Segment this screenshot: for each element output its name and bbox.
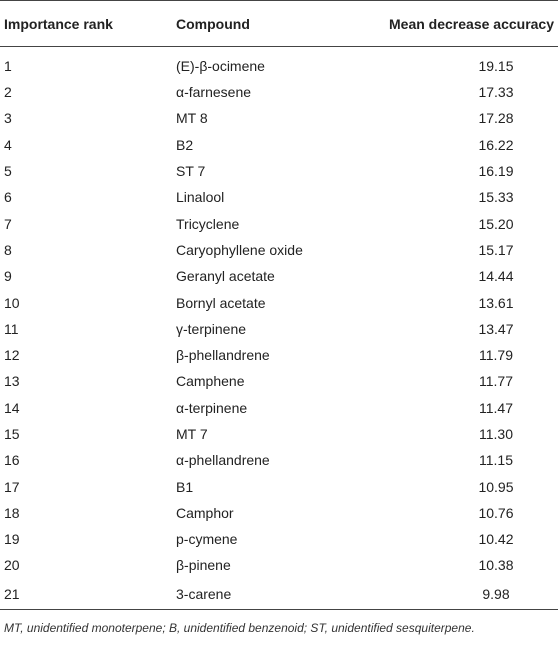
cell-compound: β-pinene (176, 557, 231, 574)
cell-mean-decrease-accuracy: 11.77 (479, 373, 513, 390)
table-row (0, 579, 558, 610)
cell-compound: (E)-β-ocimene (176, 58, 265, 74)
cell-compound: B2 (176, 136, 194, 153)
cell-rank: 9 (4, 268, 12, 285)
cell-compound: Camphene (176, 373, 245, 390)
cell-mean-decrease-accuracy: 17.28 (478, 110, 514, 127)
cell-mean-decrease-accuracy: 9.98 (482, 585, 510, 602)
cell-compound: β-phellandrene (176, 347, 270, 364)
header-mean-decrease-accuracy: Mean decrease accuracy (389, 15, 554, 32)
cell-mean-decrease-accuracy: 13.47 (478, 320, 514, 337)
cell-mean-decrease-accuracy: 11.47 (479, 399, 513, 416)
header-importance-rank: Importance rank (4, 15, 113, 32)
cell-rank: 1 (4, 58, 12, 74)
cell-mean-decrease-accuracy: 10.42 (478, 531, 514, 548)
table-row (0, 158, 558, 184)
table-row (0, 552, 558, 578)
table-row (0, 210, 558, 236)
table-row (0, 368, 558, 394)
table-row (0, 421, 558, 447)
table-row (0, 105, 558, 131)
cell-rank: 3 (4, 110, 12, 127)
table-row (0, 500, 558, 526)
cell-mean-decrease-accuracy: 10.95 (478, 478, 514, 495)
cell-compound: α-terpinene (176, 399, 248, 416)
cell-rank: 14 (4, 399, 20, 416)
cell-mean-decrease-accuracy: 11.15 (479, 452, 513, 469)
table-header (0, 1, 558, 47)
cell-compound: ST 7 (176, 163, 206, 180)
cell-rank: 19 (4, 531, 20, 548)
cell-rank: 20 (4, 557, 20, 574)
cell-compound: Camphor (176, 504, 234, 521)
cell-compound: Caryophyllene oxide (176, 241, 303, 258)
cell-mean-decrease-accuracy: 15.20 (478, 215, 514, 232)
cell-rank: 16 (4, 452, 20, 469)
cell-rank: 6 (4, 189, 12, 206)
cell-rank: 4 (4, 136, 12, 153)
cell-rank: 15 (4, 426, 20, 442)
cell-mean-decrease-accuracy: 15.17 (478, 241, 514, 258)
cell-mean-decrease-accuracy: 16.19 (478, 163, 514, 180)
cell-rank: 21 (4, 585, 20, 602)
cell-mean-decrease-accuracy: 17.33 (478, 84, 514, 101)
table-row (0, 395, 558, 421)
cell-rank: 5 (4, 163, 12, 180)
cell-compound: α-farnesene (176, 84, 252, 101)
cell-rank: 11 (4, 320, 19, 337)
table-body (0, 47, 558, 610)
table-row (0, 132, 558, 158)
cell-mean-decrease-accuracy: 19.15 (478, 58, 514, 74)
table-row (0, 184, 558, 210)
cell-rank: 18 (4, 504, 20, 521)
cell-compound: MT 7 (176, 426, 208, 442)
cell-compound: Bornyl acetate (176, 294, 266, 311)
cell-mean-decrease-accuracy: 10.76 (478, 504, 514, 521)
cell-compound: p-cymene (176, 531, 238, 548)
table-row (0, 526, 558, 552)
cell-compound: Geranyl acetate (176, 268, 275, 285)
cell-mean-decrease-accuracy: 14.44 (478, 268, 514, 285)
cell-compound: 3-carene (176, 585, 232, 602)
cell-mean-decrease-accuracy: 16.22 (478, 136, 514, 153)
table-row (0, 289, 558, 315)
cell-rank: 8 (4, 241, 12, 258)
cell-compound: α-phellandrene (176, 452, 270, 469)
cell-rank: 10 (4, 294, 20, 311)
cell-compound: Tricyclene (176, 215, 240, 232)
table-row (0, 342, 558, 368)
table-row (0, 237, 558, 263)
cell-rank: 17 (4, 478, 20, 495)
table-row (0, 263, 558, 289)
cell-mean-decrease-accuracy: 13.61 (478, 294, 514, 311)
cell-rank: 7 (4, 215, 12, 232)
cell-rank: 2 (4, 84, 12, 101)
cell-mean-decrease-accuracy: 15.33 (478, 189, 514, 206)
cell-compound: MT 8 (176, 110, 208, 127)
cell-mean-decrease-accuracy: 10.38 (478, 557, 514, 574)
cell-compound: B1 (176, 478, 194, 495)
header-compound: Compound (176, 15, 250, 32)
cell-mean-decrease-accuracy: 11.30 (479, 426, 513, 442)
table-row (0, 79, 558, 105)
table-footnote: MT, unidentified monoterpene; B, unidentified benzenoid; ST, unidentified sesquiterpene. (4, 620, 475, 635)
table-row (0, 473, 558, 499)
cell-compound: γ-terpinene (176, 320, 247, 337)
table-row (0, 447, 558, 473)
cell-rank: 13 (4, 373, 20, 390)
cell-compound: Linalool (176, 189, 225, 206)
cell-mean-decrease-accuracy: 11.79 (479, 347, 513, 364)
table-row (0, 47, 558, 80)
table-row (0, 316, 558, 342)
cell-rank: 12 (4, 347, 20, 364)
